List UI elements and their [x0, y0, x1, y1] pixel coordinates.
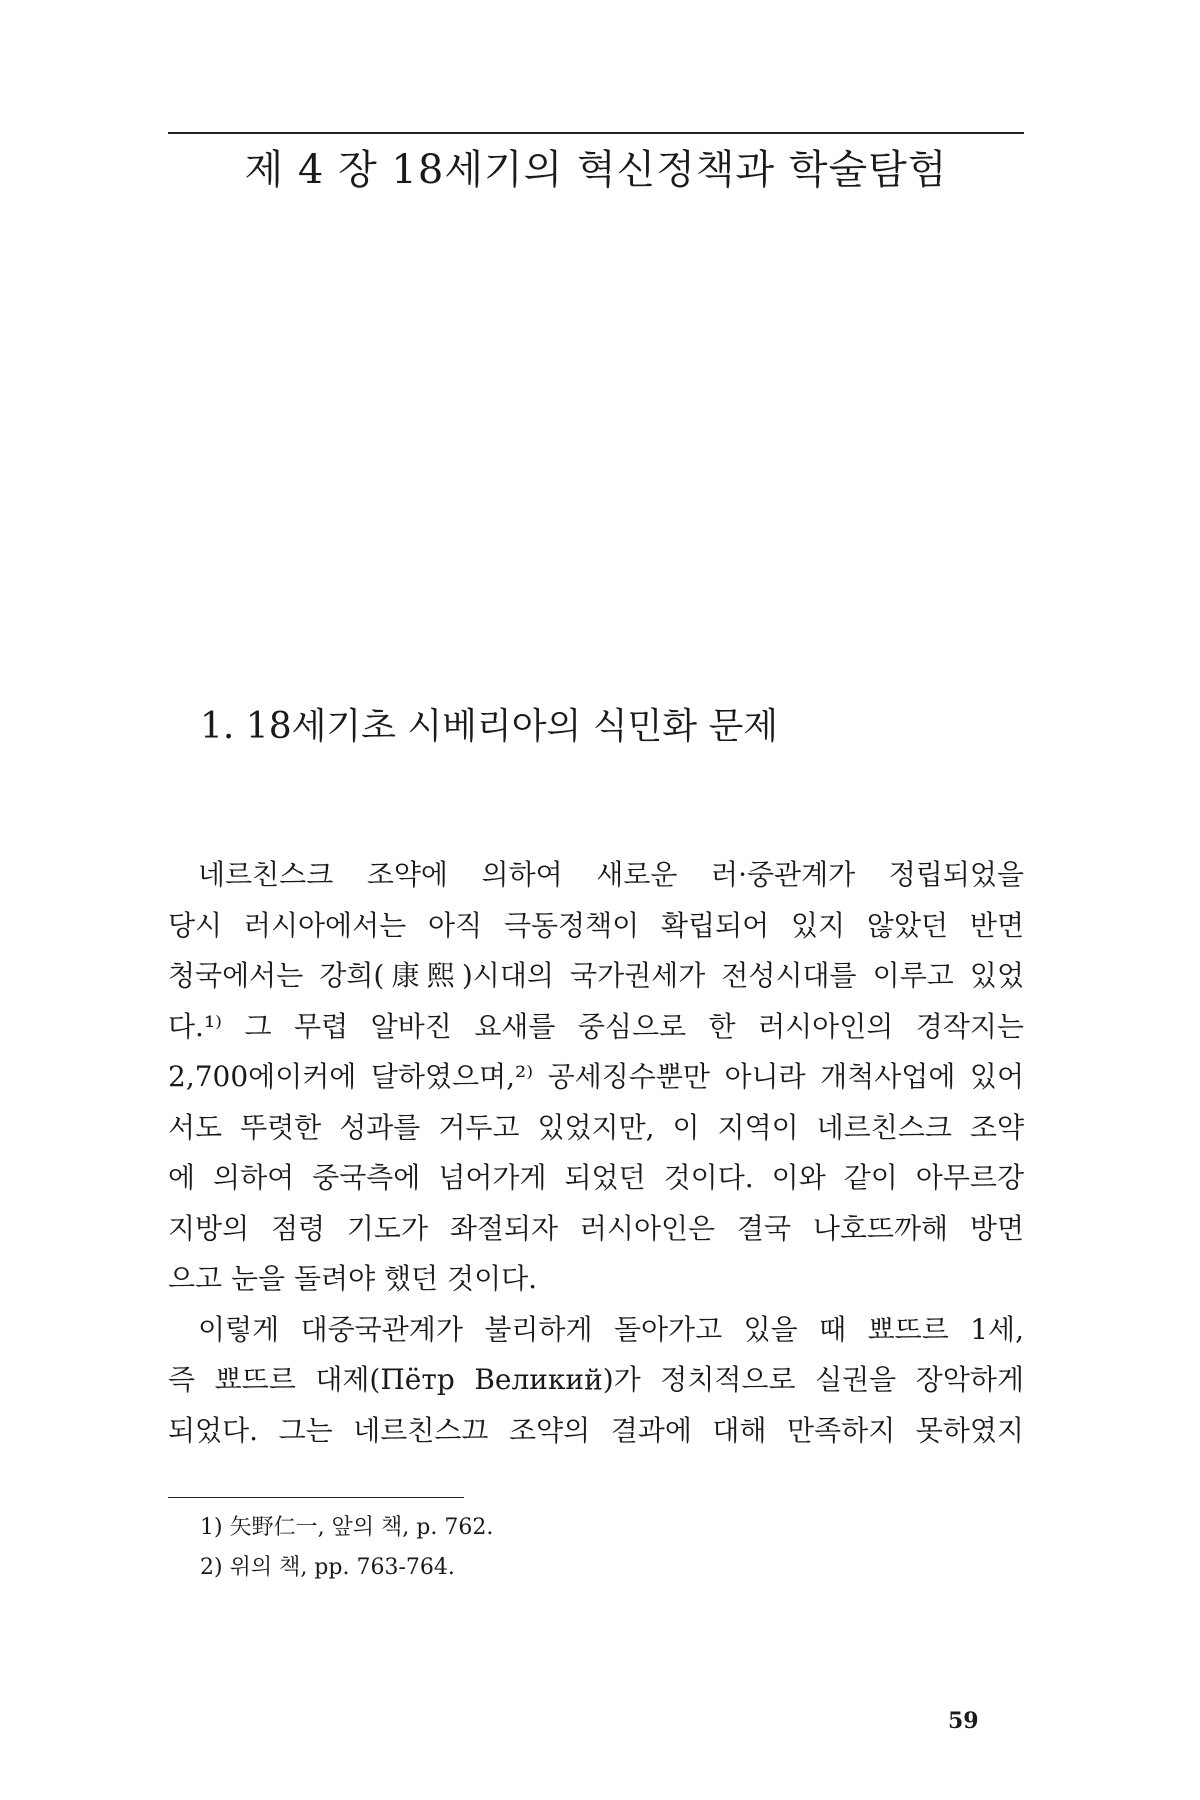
body-line: 청국에서는 강희(康熙)시대의 국가권세가 전성시대를 이루고 있었: [168, 959, 1024, 992]
body-line: 지방의 점령 기도가 좌절되자 러시아인은 결국 나호뜨까해 방면: [168, 1211, 1024, 1245]
body-line: 이렇게 대중국관계가 불리하게 돌아가고 있을 때 뾰뜨르 1세,: [198, 1312, 1024, 1346]
footnote-item: 2) 위의 책, pp. 763-764.: [200, 1555, 455, 1580]
body-line: 즉 뾰뜨르 대제(Пётр Великий)가 정치적으로 실권을 장악하게: [168, 1363, 1024, 1396]
body-text: [168, 850, 1024, 1456]
body-line: 당시 러시아에서는 아직 극동정책이 확립되어 있지 않았던 반면: [168, 908, 1024, 942]
footnotes: [200, 1508, 493, 1588]
body-line: 에 의하여 중국측에 넘어가게 되었던 것이다. 이와 같이 아무르강: [168, 1161, 1024, 1194]
body-line: 2,700에이커에 달하였으며,²⁾ 공세징수뿐만 아니라 개척사업에 있어: [168, 1060, 1024, 1093]
body-line: 되었다. 그는 네르친스끄 조약의 결과에 대해 만족하지 못하였지: [168, 1413, 1024, 1447]
footnote-rule: [168, 1497, 464, 1498]
footnote-item: 1) 矢野仁一, 앞의 책, p. 762.: [200, 1515, 494, 1540]
page-number: 59: [948, 1708, 979, 1734]
body-line: 으고 눈을 돌려야 했던 것이다.: [168, 1262, 538, 1295]
body-line: 서도 뚜렷한 성과를 거두고 있었지만, 이 지역이 네르친스크 조약: [168, 1110, 1024, 1144]
body-line: 다.¹⁾ 그 무렵 알바진 요새를 중심으로 한 러시아인의 경작지는: [168, 1009, 1024, 1043]
header-rule: [168, 132, 1024, 134]
chapter-title: 제 4 장 18세기의 혁신정책과 학술탐험: [244, 147, 948, 193]
section-title: 1. 18세기초 시베리아의 식민화 문제: [200, 706, 779, 747]
body-line: 네르친스크 조약에 의하여 새로운 러·중관계가 정립되었을: [198, 858, 1024, 891]
